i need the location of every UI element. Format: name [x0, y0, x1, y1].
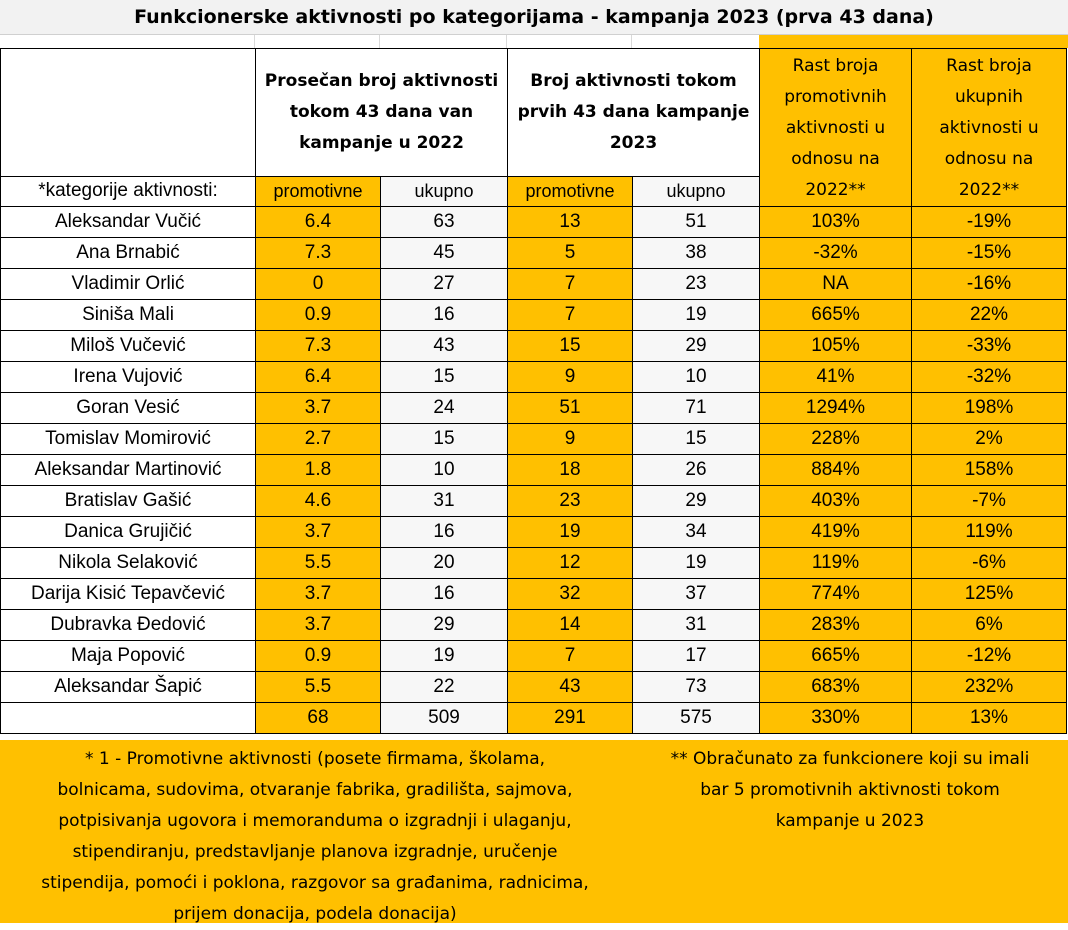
official-name: Miloš Vučević — [1, 331, 256, 362]
corner-cell — [1, 49, 256, 177]
growth-promo-cell: NA — [760, 269, 912, 300]
official-name: Nikola Selaković — [1, 548, 256, 579]
table-row — [1, 238, 1067, 269]
promo-2022-cell: 0.9 — [256, 641, 381, 672]
official-name: Siniša Mali — [1, 300, 256, 331]
promo-2023-cell: 7 — [508, 641, 633, 672]
total-2023-cell: 29 — [633, 486, 760, 517]
growth-promo-cell: -32% — [760, 238, 912, 269]
growth-total-cell: 232% — [912, 672, 1067, 703]
growth-total-cell: -15% — [912, 238, 1067, 269]
promo-2022-cell: 3.7 — [256, 517, 381, 548]
footnote-line: bolnicama, sudovima, otvaranje fabrika, gradilišta, sajmova, — [57, 780, 573, 800]
official-name: Bratislav Gašić — [1, 486, 256, 517]
total-2022-cell: 10 — [381, 455, 508, 486]
promo-2022-cell: 68 — [256, 703, 381, 734]
promo-2022-cell: 0 — [256, 269, 381, 300]
total-2023-cell: 37 — [633, 579, 760, 610]
total-2022-cell: 16 — [381, 579, 508, 610]
promo-2022-cell: 3.7 — [256, 579, 381, 610]
promo-2023-cell: 13 — [508, 207, 633, 238]
promo-2022-cell: 7.3 — [256, 238, 381, 269]
promo-2023-cell: 23 — [508, 486, 633, 517]
subheader-ukupno-2023: ukupno — [633, 176, 760, 206]
total-2023-cell: 51 — [633, 207, 760, 238]
promo-2023-cell: 5 — [508, 238, 633, 269]
growth-total-cell: -12% — [912, 641, 1067, 672]
table-row — [1, 517, 1067, 548]
growth-total-cell: 198% — [912, 393, 1067, 424]
footnote-line: prijem donacija, podela donacija) — [173, 904, 457, 924]
promo-2022-cell: 3.7 — [256, 393, 381, 424]
footnote-line: kampanje u 2023 — [775, 811, 925, 831]
growth-total-cell: 22% — [912, 300, 1067, 331]
total-2022-cell: 63 — [381, 207, 508, 238]
table-row — [1, 641, 1067, 672]
growth-total-cell: 125% — [912, 579, 1067, 610]
promo-2023-cell: 14 — [508, 610, 633, 641]
table-row — [1, 207, 1067, 238]
total-2022-cell: 22 — [381, 672, 508, 703]
promo-2023-cell: 9 — [508, 424, 633, 455]
growth-total-cell: -6% — [912, 548, 1067, 579]
footnotes — [0, 740, 1068, 923]
header-2022: Prosečan broj aktivnosti tokom 43 dana van kampanje u 2022 — [256, 49, 508, 177]
total-2022-cell: 20 — [381, 548, 508, 579]
promo-2023-cell: 7 — [508, 300, 633, 331]
footnote-line: * 1 - Promotivne aktivnosti (posete firmama, školama, — [84, 749, 546, 769]
promo-2022-cell: 0.9 — [256, 300, 381, 331]
categories-label: *kategorije aktivnosti: — [1, 176, 256, 206]
growth-total-cell: 2% — [912, 424, 1067, 455]
total-2022-cell: 15 — [381, 424, 508, 455]
growth-total-cell: -16% — [912, 269, 1067, 300]
total-2023-cell: 38 — [633, 238, 760, 269]
total-2022-cell: 43 — [381, 331, 508, 362]
official-name: Aleksandar Šapić — [1, 672, 256, 703]
total-2023-cell: 15 — [633, 424, 760, 455]
subheader-ukupno-2022: ukupno — [381, 176, 508, 206]
growth-promo-cell: 41% — [760, 362, 912, 393]
promo-2023-cell: 32 — [508, 579, 633, 610]
growth-promo-cell: 774% — [760, 579, 912, 610]
official-name: Goran Vesić — [1, 393, 256, 424]
growth-total-cell: 6% — [912, 610, 1067, 641]
official-name: Tomislav Momirović — [1, 424, 256, 455]
growth-promo-cell: 665% — [760, 641, 912, 672]
header-growth-total: Rast broja ukupnih aktivnosti u odnosu na 2022** — [912, 49, 1067, 207]
growth-promo-cell: 884% — [760, 455, 912, 486]
table-row — [1, 393, 1067, 424]
official-name: Aleksandar Martinović — [1, 455, 256, 486]
growth-promo-cell: 119% — [760, 548, 912, 579]
subheader-promotivne-2022: promotivne — [256, 176, 381, 206]
footnote-line: stipendiranju, predstavljanje planova izgradnje, uručenje — [72, 842, 558, 862]
promo-2022-cell: 4.6 — [256, 486, 381, 517]
total-2023-cell: 17 — [633, 641, 760, 672]
footnote-promotional-definition — [0, 744, 630, 930]
promo-2022-cell: 3.7 — [256, 610, 381, 641]
promo-2023-cell: 7 — [508, 269, 633, 300]
promo-2023-cell: 291 — [508, 703, 633, 734]
total-2023-cell: 71 — [633, 393, 760, 424]
table-row — [1, 672, 1067, 703]
official-name: Irena Vujović — [1, 362, 256, 393]
header-growth-promo: Rast broja promotivnih aktivnosti u odnosu na 2022** — [760, 49, 912, 207]
official-name: Aleksandar Vučić — [1, 207, 256, 238]
official-name: Ana Brnabić — [1, 238, 256, 269]
promo-2022-cell: 5.5 — [256, 672, 381, 703]
growth-promo-cell: 403% — [760, 486, 912, 517]
table-row — [1, 269, 1067, 300]
total-2022-cell: 16 — [381, 517, 508, 548]
footnote-calculation — [640, 744, 1060, 837]
promo-2023-cell: 9 — [508, 362, 633, 393]
total-2023-cell: 34 — [633, 517, 760, 548]
table-row — [1, 424, 1067, 455]
table-row — [1, 486, 1067, 517]
spacer-row — [0, 35, 1068, 48]
total-2022-cell: 27 — [381, 269, 508, 300]
footnote-line: potpisivanja ugovora i memoranduma o izgradnji i ulaganju, — [58, 811, 572, 831]
table-title: Funkcionerske aktivnosti po kategorijama - kampanja 2023 (prva 43 dana) — [0, 0, 1068, 35]
promo-2023-cell: 15 — [508, 331, 633, 362]
total-2023-cell: 23 — [633, 269, 760, 300]
subheader-promotivne-2023: promotivne — [508, 176, 633, 206]
growth-promo-cell: 228% — [760, 424, 912, 455]
total-2022-cell: 29 — [381, 610, 508, 641]
growth-promo-cell: 1294% — [760, 393, 912, 424]
growth-promo-cell: 419% — [760, 517, 912, 548]
total-2023-cell: 73 — [633, 672, 760, 703]
growth-total-cell: -33% — [912, 331, 1067, 362]
promo-2022-cell: 7.3 — [256, 331, 381, 362]
table-row — [1, 331, 1067, 362]
footnote-line: ** Obračunato za funkcionere koji su imali — [670, 749, 1030, 769]
total-2022-cell: 24 — [381, 393, 508, 424]
total-2022-cell: 16 — [381, 300, 508, 331]
promo-2022-cell: 6.4 — [256, 207, 381, 238]
total-2023-cell: 26 — [633, 455, 760, 486]
table-row — [1, 455, 1067, 486]
footnote-line: bar 5 promotivnih aktivnosti tokom — [700, 780, 1000, 800]
growth-promo-cell: 665% — [760, 300, 912, 331]
totals-row — [1, 703, 1067, 734]
table-row — [1, 548, 1067, 579]
total-2023-cell: 10 — [633, 362, 760, 393]
table-row — [1, 579, 1067, 610]
total-2022-cell: 19 — [381, 641, 508, 672]
total-2023-cell: 29 — [633, 331, 760, 362]
growth-total-cell: 158% — [912, 455, 1067, 486]
growth-promo-cell: 103% — [760, 207, 912, 238]
total-2023-cell: 575 — [633, 703, 760, 734]
footnote-line: stipendija, pomoći i poklona, razgovor sa građanima, radnicima, — [41, 873, 589, 893]
promo-2022-cell: 5.5 — [256, 548, 381, 579]
table-row — [1, 300, 1067, 331]
growth-total-cell: -32% — [912, 362, 1067, 393]
total-2022-cell: 15 — [381, 362, 508, 393]
total-2023-cell: 19 — [633, 548, 760, 579]
promo-2023-cell: 18 — [508, 455, 633, 486]
table-row — [1, 362, 1067, 393]
total-2023-cell: 19 — [633, 300, 760, 331]
growth-promo-cell: 330% — [760, 703, 912, 734]
promo-2023-cell: 51 — [508, 393, 633, 424]
growth-promo-cell: 683% — [760, 672, 912, 703]
growth-total-cell: 13% — [912, 703, 1067, 734]
growth-promo-cell: 283% — [760, 610, 912, 641]
promo-2022-cell: 2.7 — [256, 424, 381, 455]
official-name: Vladimir Orlić — [1, 269, 256, 300]
official-name: Maja Popović — [1, 641, 256, 672]
growth-total-cell: -19% — [912, 207, 1067, 238]
total-2022-cell: 509 — [381, 703, 508, 734]
official-name: Dubravka Đedović — [1, 610, 256, 641]
header-2023: Broj aktivnosti tokom prvih 43 dana kampanje 2023 — [508, 49, 760, 177]
promo-2022-cell: 1.8 — [256, 455, 381, 486]
activity-table — [0, 48, 1067, 734]
promo-2022-cell: 6.4 — [256, 362, 381, 393]
total-2022-cell: 31 — [381, 486, 508, 517]
promo-2023-cell: 43 — [508, 672, 633, 703]
total-2022-cell: 45 — [381, 238, 508, 269]
promo-2023-cell: 19 — [508, 517, 633, 548]
total-2023-cell: 31 — [633, 610, 760, 641]
growth-promo-cell: 105% — [760, 331, 912, 362]
growth-total-cell: 119% — [912, 517, 1067, 548]
table-row — [1, 610, 1067, 641]
promo-2023-cell: 12 — [508, 548, 633, 579]
official-name: Danica Grujičić — [1, 517, 256, 548]
growth-total-cell: -7% — [912, 486, 1067, 517]
official-name: Darija Kisić Tepavčević — [1, 579, 256, 610]
official-name — [1, 703, 256, 734]
